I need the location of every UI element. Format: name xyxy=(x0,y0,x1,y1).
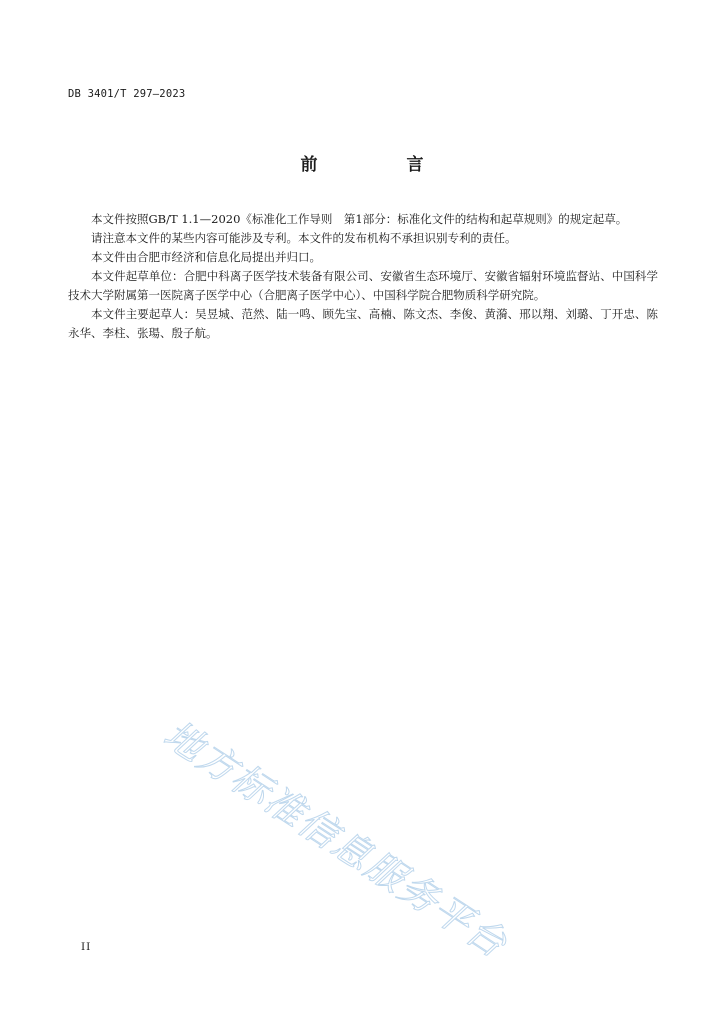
paragraph-patent-notice: 请注意本文件的某些内容可能涉及专利。本文件的发布机构不承担识别专利的责任。 xyxy=(91,231,517,245)
page-number: II xyxy=(81,941,92,953)
document-code: DB 3401/T 297—2023 xyxy=(68,88,186,100)
paragraph-drafting-units: 本文件起草单位：合肥中科离子医学技术装备有限公司、安徽省生态环境厅、安徽省辐射环境监督站、中国科学技术大学附属第一医院离子医学中心（合肥离子医学中心）、中国科学院合肥物质科学研究院。 xyxy=(68,269,658,302)
page-title: 前 言 xyxy=(300,155,460,175)
paragraph-drafters: 本文件主要起草人：吴昱城、范然、陆一鸣、顾先宝、高楠、陈文杰、李俊、黄漪、邢以翔、刘璐、丁开忠、陈永华、李柱、张瑒、殷子航。 xyxy=(68,307,658,340)
paragraph-drafting-basis: 本文件按照GB/T 1.1—2020《标准化工作导则 第1部分：标准化文件的结构和起草规则》的规定起草。 xyxy=(91,212,628,226)
foreword-body xyxy=(68,210,658,343)
paragraph-proposer: 本文件由合肥市经济和信息化局提出并归口。 xyxy=(91,250,321,264)
watermark: 地方标准信息服务平台 xyxy=(156,711,516,967)
